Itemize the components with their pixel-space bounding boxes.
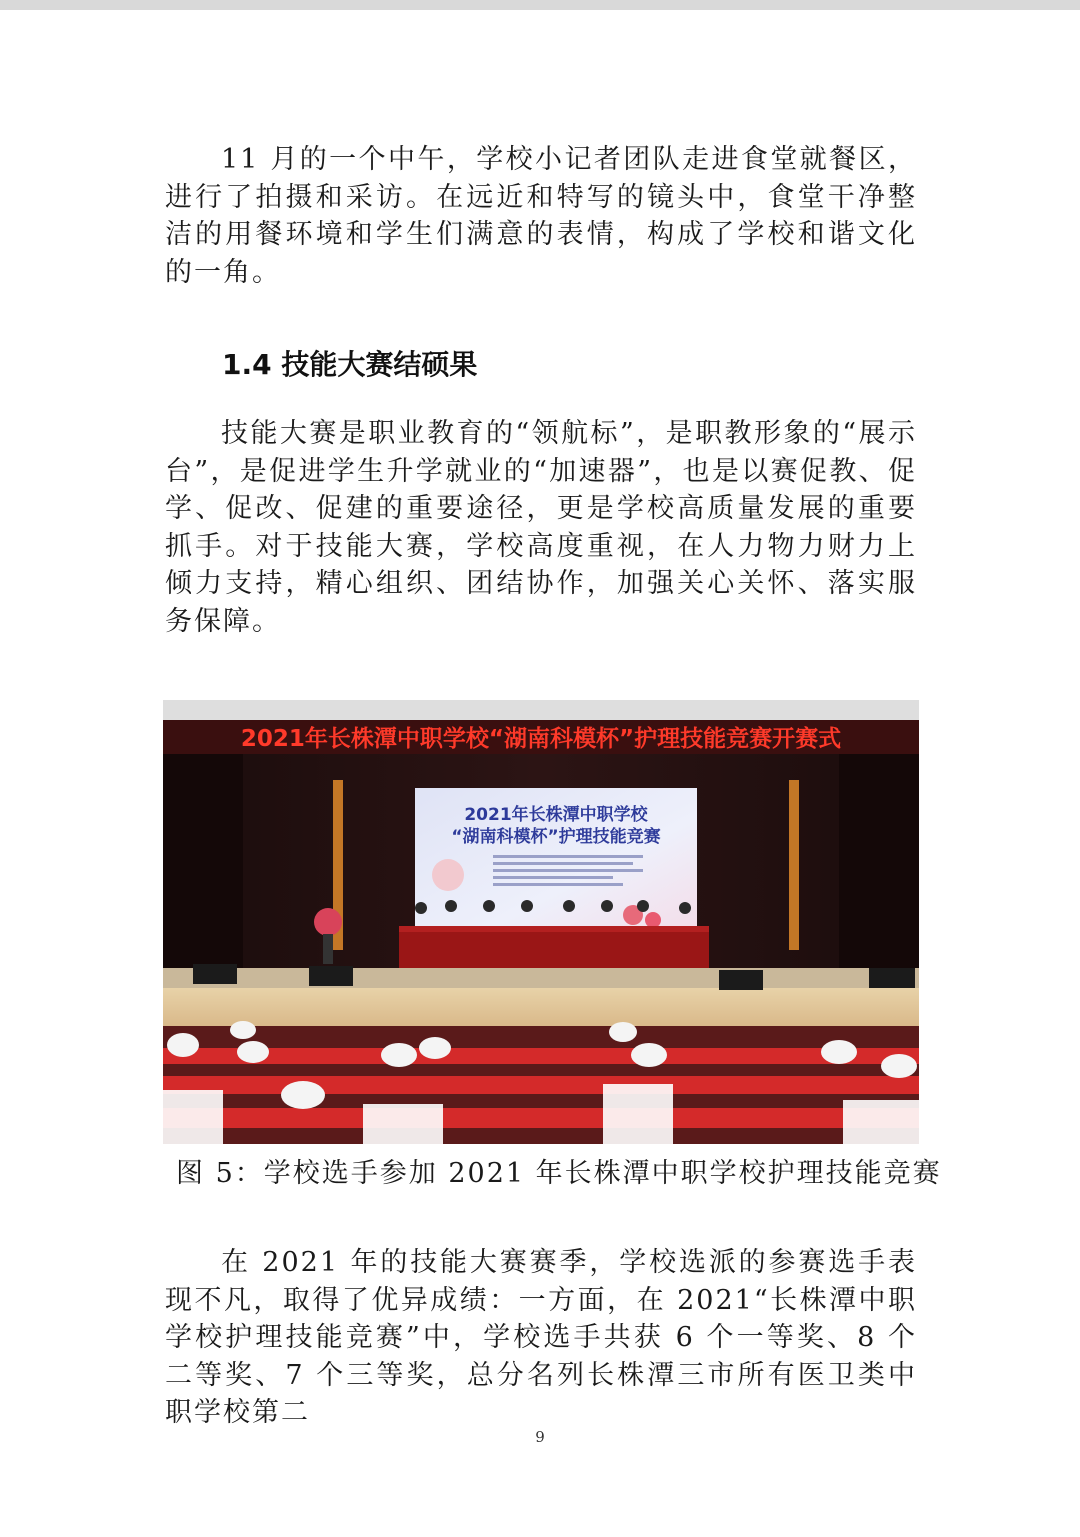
intro-paragraph: 11 月的一个中午，学校小记者团队走进食堂就餐区，进行了拍摄和采访。在远近和特写的镜头中，食堂干净整洁的用餐环境和学生们满意的表情，构成了学校和谐文化的一角。 — [165, 144, 917, 288]
results-paragraph: 在 2021 年的技能大赛赛季，学校选派的参赛选手表现不凡，取得了优异成绩：一方面，在 2021“长株潭中职学校护理技能竞赛”中，学校选手共获 6 个一等奖、8 个二等奖、7 个三等奖，总分名列长株潭三市所有医卫类中职学校第二 — [165, 1247, 917, 1428]
screen-title-line2: “湖南科模杯”护理技能竞赛 — [451, 827, 661, 847]
screen-title-line1: 2021年长株潭中职学校 — [464, 805, 648, 825]
figure-caption: 图 5：学校选手参加 2021 年长株潭中职学校护理技能竞赛 — [176, 1158, 942, 1189]
stage-banner-text: 2021年长株潭中职学校“湖南科模杯”护理技能竞赛开赛式 — [240, 726, 842, 752]
top-border — [0, 0, 1080, 10]
competition-photo — [163, 700, 919, 1144]
page-number: 9 — [535, 1428, 545, 1446]
section-paragraph: 技能大赛是职业教育的“领航标”，是职教形象的“展示台”，是促进学生升学就业的“加速器”，也是以赛促教、促学、促改、促建的重要途径，更是学校高质量发展的重要抓手。对于技能大赛，学校高度重视，在人力物力财力上倾力支持，精心组织、团结协作，加强关心关怀、落实服务保障。 — [165, 418, 917, 637]
section-heading: 1.4 技能大赛结硕果 — [222, 348, 478, 381]
